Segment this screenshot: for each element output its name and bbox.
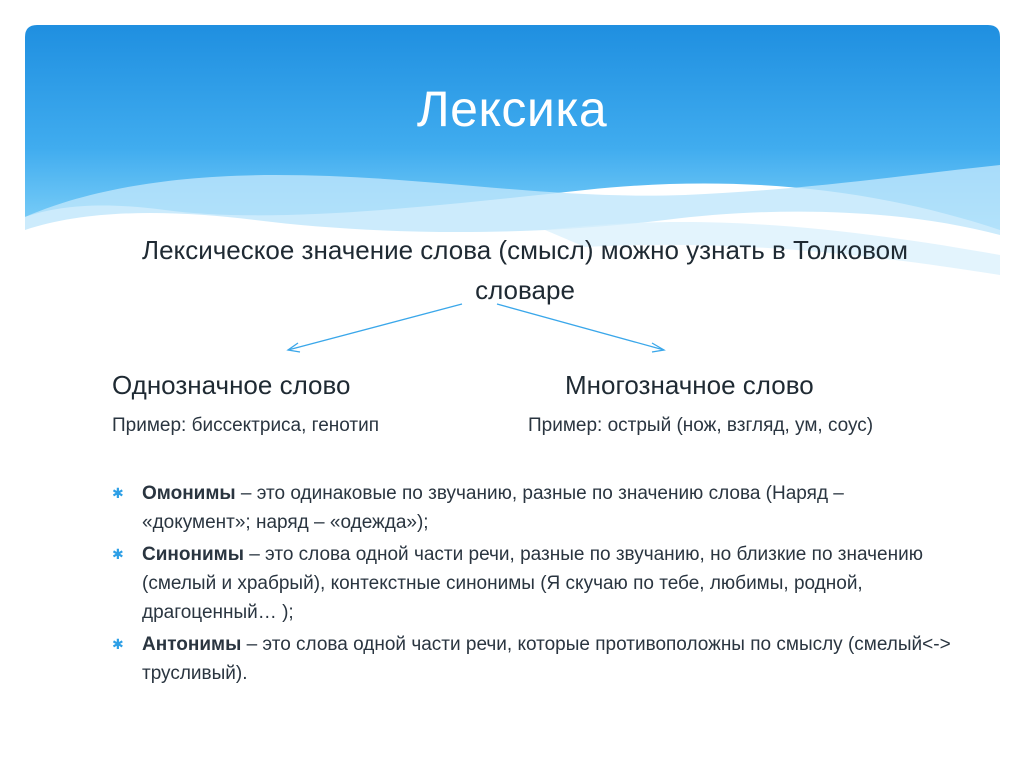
asterisk-icon: ✱	[112, 636, 124, 652]
term-homonyms: Омонимы	[142, 483, 236, 504]
slide-title: Лексика	[416, 81, 608, 137]
definition-list	[112, 479, 952, 691]
single-meaning-heading: Однозначное слово	[112, 370, 351, 400]
term-antonyms: Антонимы	[142, 634, 242, 655]
definition-antonyms: – это слова одной части речи, которые противоположны по смыслу (смелый<-> трусливый).	[142, 634, 951, 684]
asterisk-icon: ✱	[112, 485, 124, 501]
single-meaning-example: Пример: биссектриса, генотип	[112, 415, 380, 436]
asterisk-icon: ✱	[112, 546, 124, 562]
list-item-antonyms	[112, 630, 952, 688]
term-synonyms: Синонимы	[142, 544, 244, 565]
multi-meaning-example: Пример: острый (нож, взгляд, ум, соус)	[528, 415, 874, 436]
subtitle: Лексическое значение слова (смысл) можно узнать в Толковом словаре	[142, 235, 908, 305]
list-item-homonyms	[112, 479, 952, 537]
multi-meaning-heading: Многозначное слово	[565, 370, 814, 400]
definition-synonyms: – это слова одной части речи, разные по звучанию, но близкие по значению (смелый и храбрый), контекстные синонимы (Я скучаю по тебе, любимы, родной, драгоценный… );	[142, 544, 923, 623]
list-item-synonyms	[112, 540, 952, 627]
definition-homonyms: – это одинаковые по звучанию, разные по значению слова (Наряд – «документ»; наряд – «одежда»);	[142, 483, 844, 533]
